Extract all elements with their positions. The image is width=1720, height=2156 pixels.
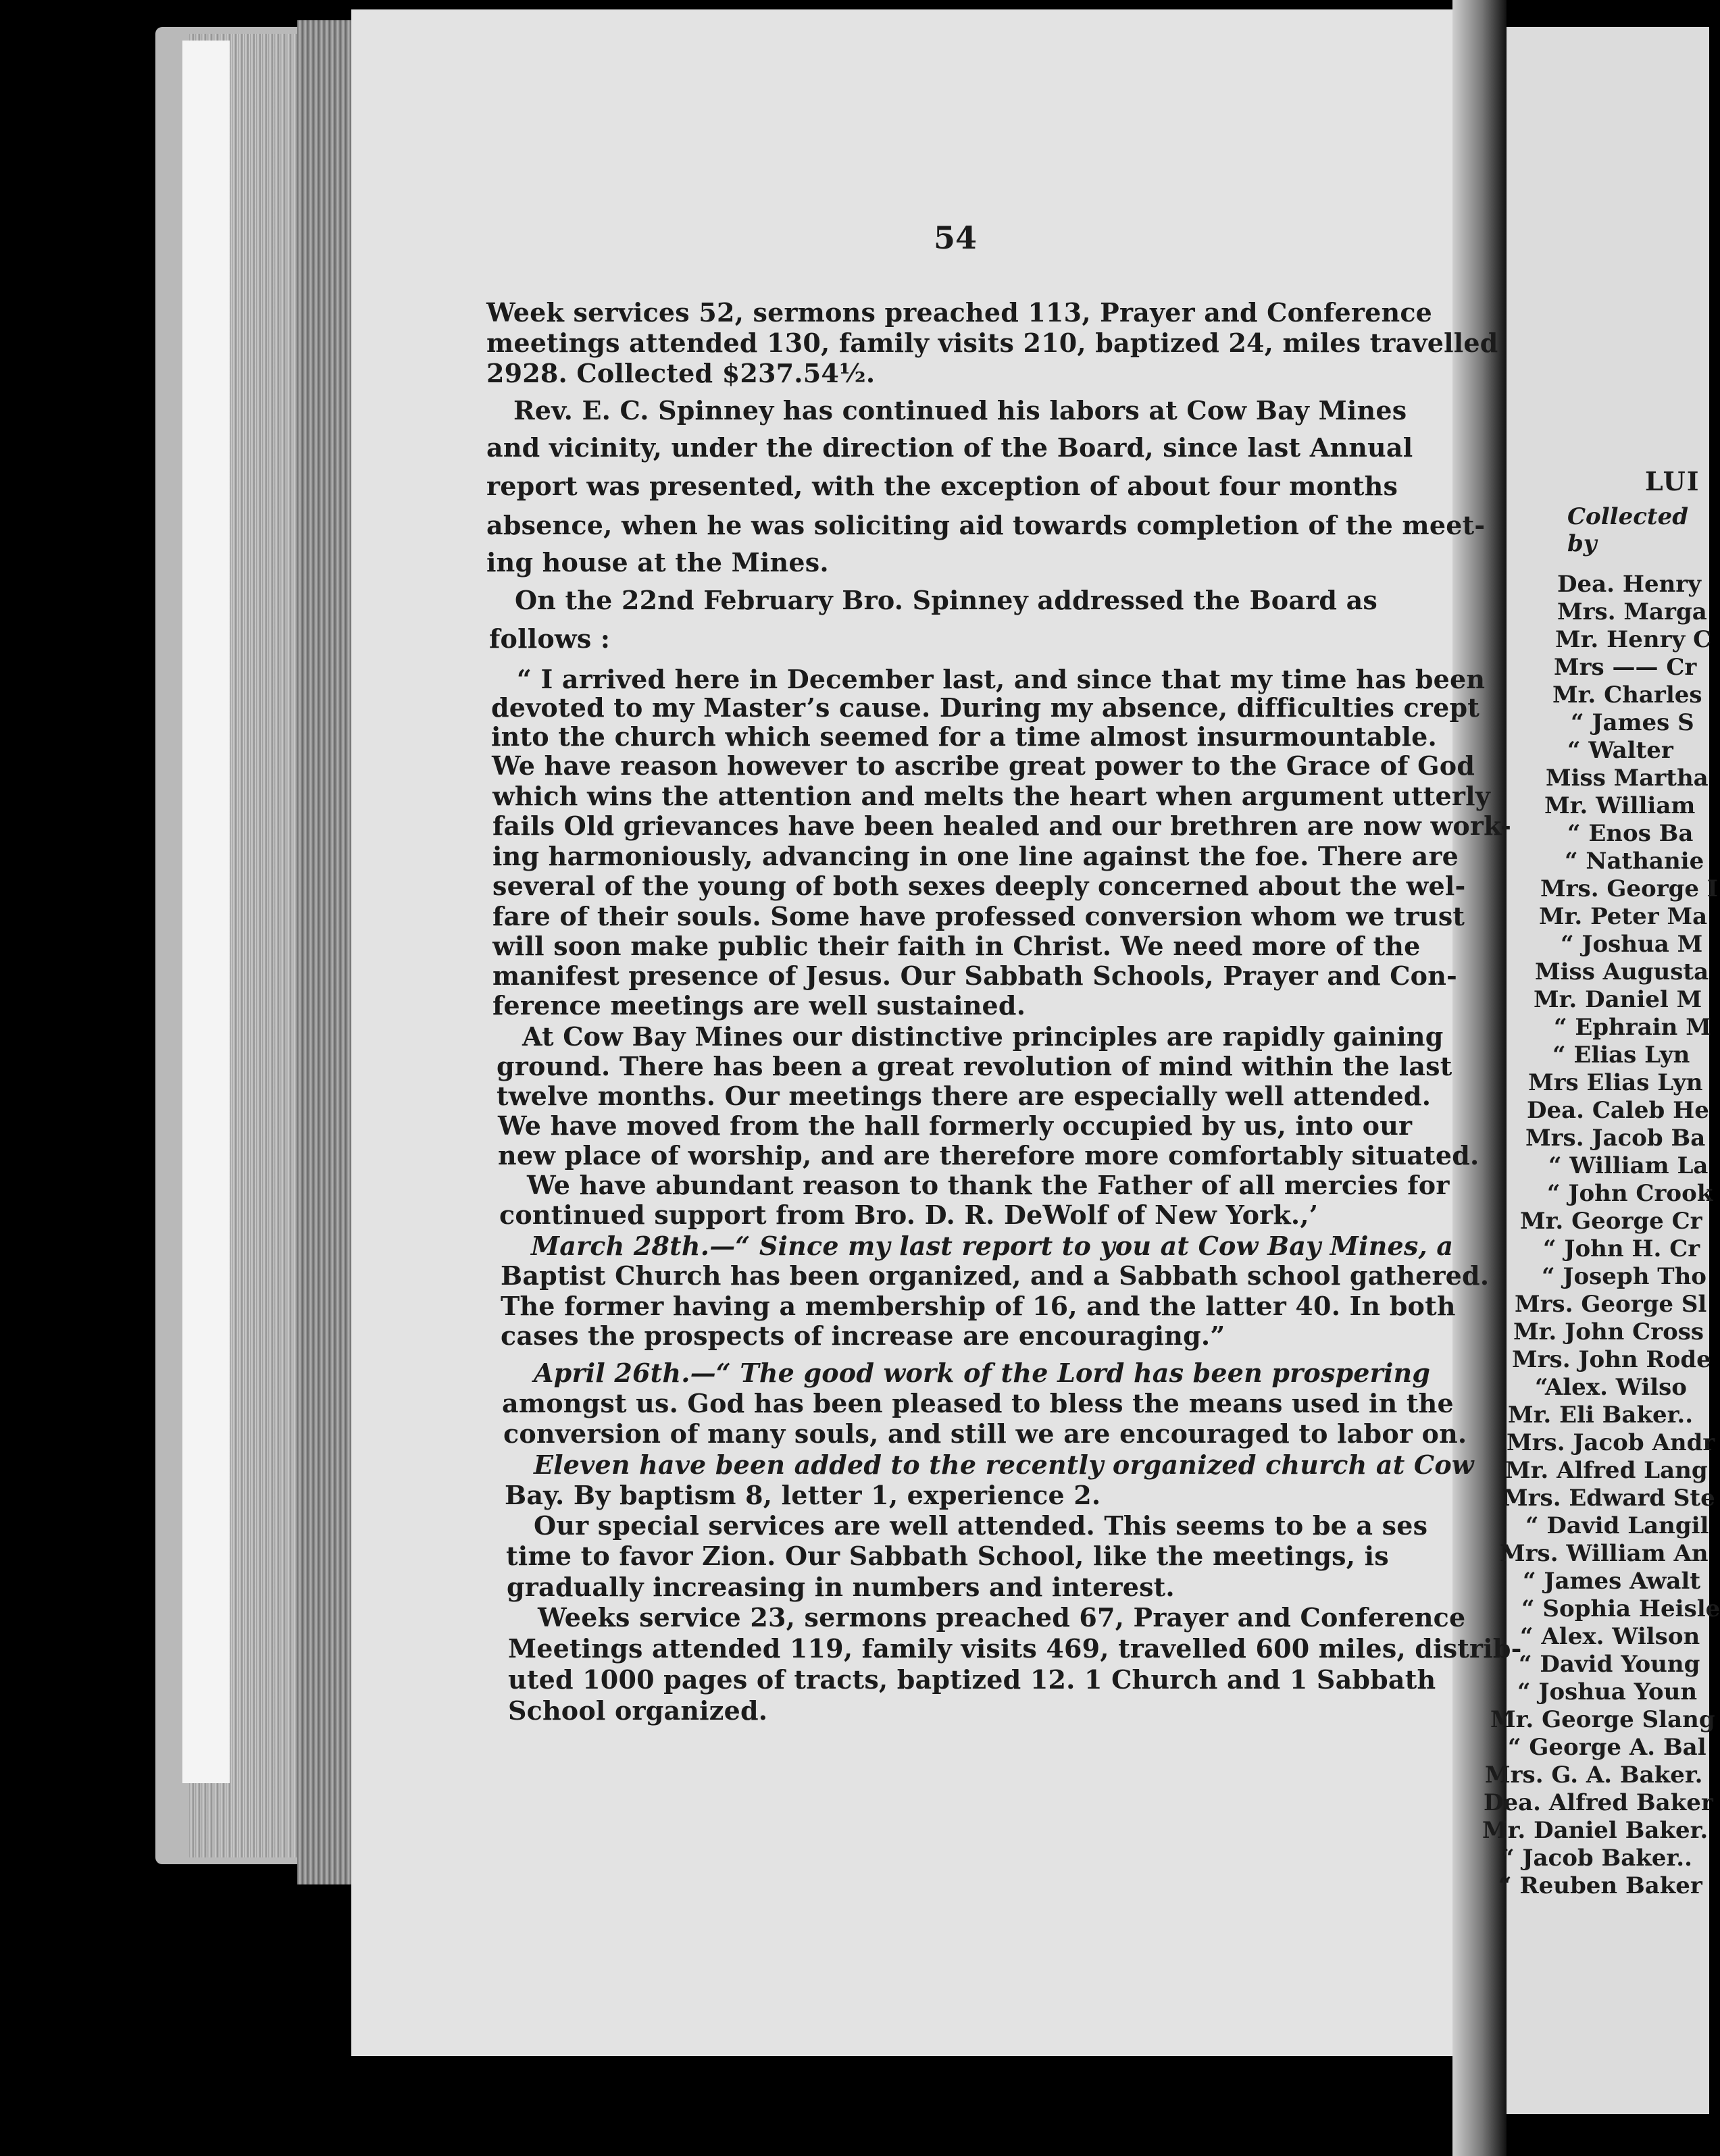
text-line: which wins the attention and melts the heart when argument utterly <box>492 781 1490 811</box>
name-entry: “ Alex. Wilson <box>1520 1623 1700 1650</box>
text-line: We have moved from the hall formerly occupied by us, into our <box>498 1110 1413 1141</box>
text-line: March 28th.—“ Since my last report to you at Cow Bay Mines, a <box>531 1231 1454 1261</box>
text-line: Eleven have been added to the recently organized church at Cow <box>534 1449 1474 1480</box>
name-entry: “ James S <box>1571 709 1694 736</box>
text-line: April 26th.—“ The good work of the Lord has been prospering <box>534 1358 1431 1388</box>
text-line: conversion of many souls, and still we are encouraged to labor on. <box>503 1418 1467 1449</box>
name-entry: Mr. George Cr <box>1520 1208 1702 1235</box>
name-entry: Miss Martha <box>1546 765 1709 792</box>
text-line: Weeks service 23, sermons preached 67, Prayer and Conference <box>538 1602 1466 1633</box>
name-entry: “ Joshua M <box>1561 931 1703 958</box>
name-entry: Mrs. John Rode <box>1512 1346 1711 1373</box>
text-line: into the church which seemed for a time almost insurmountable. <box>491 721 1437 752</box>
text-line: ing house at the Mines. <box>486 547 829 578</box>
text-line: Bay. By baptism 8, letter 1, experience 2. <box>505 1480 1101 1510</box>
name-entry: “ Joseph Tho <box>1542 1263 1706 1290</box>
name-entry: “ Nathanie <box>1565 848 1704 875</box>
text-line: devoted to my Master’s cause. During my absence, difficulties crept <box>491 692 1479 723</box>
text-line: meetings attended 130, family visits 210, baptized 24, miles travelled <box>486 328 1498 358</box>
text-line: fare of their souls. Some have professed conversion whom we trust <box>492 901 1465 931</box>
name-entry: Mrs —— Cr <box>1554 654 1697 681</box>
text-line: time to favor Zion. Our Sabbath School, like the meetings, is <box>506 1541 1389 1571</box>
name-entry: “ Walter <box>1567 737 1673 764</box>
text-line: will soon make public their faith in Christ. We need more of the <box>492 931 1421 961</box>
text-line: We have reason however to ascribe great power to the Grace of God <box>492 750 1475 781</box>
name-entry: “ John Crook <box>1547 1180 1713 1207</box>
name-entry: “ Elias Lyn <box>1552 1042 1690 1069</box>
text-line: amongst us. God has been pleased to bless the means used in the <box>502 1388 1454 1418</box>
name-entry: Mrs. G. A. Baker. <box>1485 1762 1703 1789</box>
text-line: cases the prospects of increase are encouraging.” <box>501 1320 1225 1351</box>
name-entry: “ James Awalt <box>1523 1568 1701 1595</box>
text-line: manifest presence of Jesus. Our Sabbath Schools, Prayer and Con- <box>492 960 1458 991</box>
name-entry: “ Enos Ba <box>1567 820 1694 847</box>
name-entry: Miss Augusta <box>1535 958 1709 985</box>
text-line: gradually increasing in numbers and interest. <box>507 1572 1175 1602</box>
name-entry: Mrs Elias Lyn <box>1528 1069 1703 1096</box>
text-line: absence, when he was soliciting aid towards completion of the meet- <box>486 510 1486 540</box>
right-page-title: LUI <box>1645 466 1700 496</box>
text-line: and vicinity, under the direction of the Board, since last Annual <box>486 432 1413 463</box>
name-entry: Mrs. George I <box>1540 875 1718 902</box>
text-line: The former having a membership of 16, and the latter 40. In both <box>501 1291 1456 1321</box>
name-entry: Mrs. Jacob Ba <box>1525 1125 1706 1152</box>
name-entry: “ John H. Cr <box>1543 1235 1700 1262</box>
name-entry: “ William La <box>1548 1152 1709 1179</box>
text-line: several of the young of both sexes deeply concerned about the wel- <box>492 871 1466 901</box>
text-line: Week services 52, sermons preached 113, Prayer and Conference <box>486 297 1433 328</box>
name-entry: “Alex. Wilso <box>1535 1374 1687 1401</box>
name-entry: Mr. George Slang <box>1490 1706 1715 1733</box>
name-entry: Mr. William <box>1544 792 1696 819</box>
page-number: 54 <box>934 220 978 256</box>
name-entry: Dea. Henry <box>1557 571 1701 598</box>
page-edges-shadow <box>297 20 358 1884</box>
text-line: continued support from Bro. D. R. DeWolf of New York.,’ <box>499 1200 1319 1230</box>
name-entry: “ David Langil <box>1525 1512 1709 1539</box>
text-line: ference meetings are well sustained. <box>492 990 1026 1021</box>
text-line: At Cow Bay Mines our distinctive principles are rapidly gaining <box>522 1021 1444 1052</box>
text-line: follows : <box>489 623 611 654</box>
name-entry: Mrs. William An <box>1500 1540 1709 1567</box>
name-entry: “ Reuben Baker <box>1498 1872 1702 1899</box>
name-entry: Mrs. Jacob Andr <box>1507 1429 1715 1456</box>
text-line: twelve months. Our meetings there are especially well attended. <box>497 1081 1432 1111</box>
name-entry: Mrs. George Sl <box>1515 1291 1707 1318</box>
name-entry: “ Jacob Baker.. <box>1501 1845 1692 1872</box>
name-entry: “ Sophia Heisle <box>1521 1595 1720 1622</box>
name-entry: Dea. Caleb He <box>1527 1097 1709 1124</box>
name-entry: “ Ephrain M <box>1554 1014 1711 1041</box>
text-line: ground. There has been a great revolution of mind within the last <box>497 1051 1452 1081</box>
name-entry: Mr. Charles <box>1552 682 1702 709</box>
name-entry: “ George A. Bal <box>1508 1734 1706 1761</box>
text-line: Meetings attended 119, family visits 469, travelled 600 miles, distrib- <box>508 1633 1522 1664</box>
text-line: 2928. Collected $237.54½. <box>486 358 876 388</box>
name-entry: Mr. Henry C <box>1555 626 1712 653</box>
text-line: uted 1000 pages of tracts, baptized 12. 1 Church and 1 Sabbath <box>508 1664 1436 1695</box>
right-page-subtitle: Collected by <box>1567 503 1689 557</box>
name-entry: Dea. Alfred Baker <box>1484 1789 1713 1816</box>
text-line: new place of worship, and are therefore more comfortably situated. <box>498 1140 1479 1171</box>
name-entry: “ Joshua Youn <box>1517 1678 1698 1705</box>
text-line: On the 22nd February Bro. Spinney addressed the Board as <box>515 585 1378 615</box>
text-line: report was presented, with the exception of about four months <box>486 471 1398 501</box>
text-line: Our special services are well attended. This seems to be a ses <box>534 1510 1428 1541</box>
name-entry: Mr. Alfred Lang <box>1505 1457 1708 1484</box>
name-entry: Mrs. Edward Ste <box>1502 1485 1715 1512</box>
text-line: Rev. E. C. Spinney has continued his labors at Cow Bay Mines <box>513 395 1407 426</box>
text-line: School organized. <box>508 1695 768 1726</box>
name-entry: Mr. Eli Baker.. <box>1508 1402 1694 1429</box>
name-entry: Mr. Daniel M <box>1534 986 1702 1013</box>
name-entry: Mr. John Cross <box>1513 1318 1704 1345</box>
bookmark-strip <box>182 41 230 1783</box>
name-entry: Mrs. Marga <box>1557 598 1707 625</box>
text-line: “ I arrived here in December last, and since that my time has been <box>517 664 1486 694</box>
text-line: fails Old grievances have been healed and our brethren are now work- <box>492 811 1512 841</box>
name-entry: Mr. Peter Ma <box>1539 903 1708 930</box>
text-line: Baptist Church has been organized, and a Sabbath school gathered. <box>501 1260 1490 1291</box>
text-line: We have abundant reason to thank the Father of all mercies for <box>527 1170 1450 1200</box>
name-entry: “ David Young <box>1519 1651 1700 1678</box>
text-line: ing harmoniously, advancing in one line against the foe. There are <box>492 841 1459 871</box>
name-entry: Mr. Daniel Baker. <box>1482 1817 1709 1844</box>
